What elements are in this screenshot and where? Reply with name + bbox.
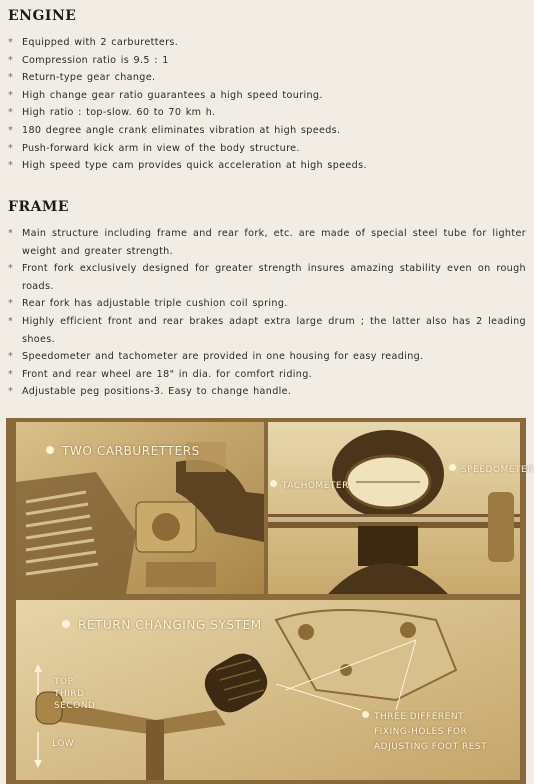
asterisk-bullet-icon: * [8, 54, 14, 66]
spec-item [8, 225, 526, 260]
caption-bullet-icon [46, 446, 54, 454]
spec-item [8, 140, 526, 158]
spec-text: Rear fork has adjustable triple cushion coil spring. [22, 298, 288, 310]
speedometer-label: SPEEDOMETER [449, 464, 534, 475]
spec-text: Compression ratio is 9.5 : 1 [22, 54, 169, 66]
meters-illustration [268, 422, 520, 594]
spec-text: Speedometer and tachometer are provided in one housing for easy reading. [22, 351, 424, 363]
spec-item [8, 34, 526, 52]
asterisk-bullet-icon: * [8, 107, 14, 119]
engine-heading: ENGINE [8, 8, 77, 24]
asterisk-bullet-icon: * [8, 386, 14, 398]
gear-positions-label: TOP THIRD SECOND [54, 677, 96, 711]
tachometer-label: TACHOMETER [270, 480, 349, 491]
frame-spec-list [8, 225, 526, 401]
meters-photo [268, 422, 534, 594]
photo-panel [6, 418, 534, 784]
spec-item [8, 104, 526, 122]
spec-item [8, 295, 526, 313]
asterisk-bullet-icon: * [8, 89, 14, 101]
spec-item [8, 348, 526, 366]
asterisk-bullet-icon: * [8, 298, 14, 310]
engine-spec-list [8, 34, 526, 175]
spec-text: High speed type cam provides quick acceleration at high speeds. [22, 160, 367, 172]
spec-text: Push-forward kick arm in view of the body structure. [22, 142, 300, 154]
spec-item [8, 313, 526, 348]
spec-text: Main structure including frame and rear fork, etc. are made of special steel tube for lighter weight and greater strength. [22, 228, 526, 257]
spec-item [8, 69, 526, 87]
label-bullet-icon [362, 711, 369, 718]
spec-text: High ratio : top-slow. 60 to 70 km h. [22, 107, 216, 119]
frame-heading: FRAME [8, 199, 70, 215]
spec-item [8, 260, 526, 295]
asterisk-bullet-icon: * [8, 315, 14, 327]
caption-bullet-icon [62, 620, 70, 628]
carburetters-photo [16, 422, 264, 594]
spec-text: Highly efficient front and rear brakes adapt extra large drum ; the latter also has 2 leading shoes. [22, 315, 526, 345]
asterisk-bullet-icon: * [8, 142, 14, 154]
carburetters-caption: TWO CARBURETTERS [46, 444, 200, 458]
spec-item [8, 52, 526, 70]
spec-text: Return-type gear change. [22, 72, 156, 84]
asterisk-bullet-icon: * [8, 160, 14, 172]
spec-text: High change gear ratio guarantees a high speed touring. [22, 89, 323, 101]
spec-item [8, 366, 526, 384]
asterisk-bullet-icon: * [8, 263, 14, 275]
spec-text: 180 degree angle crank eliminates vibration at high speeds. [22, 124, 341, 136]
spec-text: Front fork exclusively designed for greater strength insures amazing stability even on rough roads. [22, 263, 526, 292]
asterisk-bullet-icon: * [8, 351, 14, 363]
spec-text: Equipped with 2 carburetters. [22, 37, 179, 48]
label-bullet-icon [449, 464, 456, 471]
spec-text: Adjustable peg positions-3. Easy to change handle. [22, 386, 292, 398]
asterisk-bullet-icon: * [8, 228, 14, 239]
spec-item [8, 157, 526, 175]
spec-item [8, 87, 526, 105]
asterisk-bullet-icon: * [8, 37, 14, 48]
footrest-holes-label: THREE DIFFERENT FIXING-HOLES FOR ADJUSTING FOOT REST [362, 710, 487, 755]
low-gear-label: LOW [52, 739, 75, 749]
spec-text: Front and rear wheel are 18" in dia. for comfort riding. [22, 368, 313, 380]
gearchange-photo [16, 600, 520, 780]
spec-item [8, 122, 526, 140]
gearchange-caption: RETURN CHANGING SYSTEM [62, 618, 262, 632]
asterisk-bullet-icon: * [8, 124, 14, 136]
asterisk-bullet-icon: * [8, 72, 14, 84]
asterisk-bullet-icon: * [8, 368, 14, 380]
spec-item [8, 383, 526, 401]
label-bullet-icon [270, 480, 277, 487]
